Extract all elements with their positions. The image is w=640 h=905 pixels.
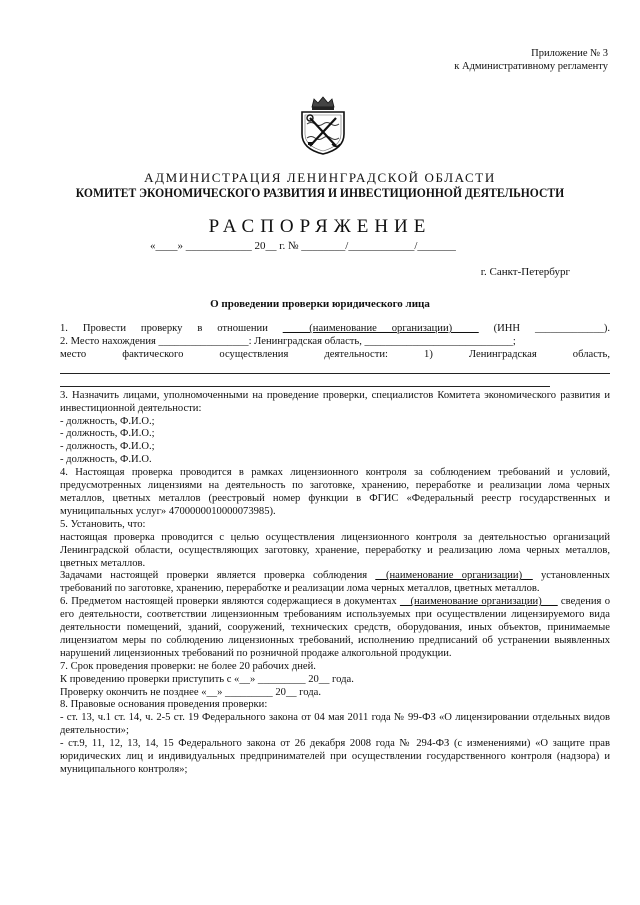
item-1: 1. Провести проверку в отношении _____(наименование организации)_____ (ИНН _____________). [60, 323, 610, 334]
administration-name: АДМИНИСТРАЦИЯ ЛЕНИНГРАДСКОЙ ОБЛАСТИ [144, 170, 496, 185]
item-8-law-294: - ст.9, 11, 12, 13, 14, 15 Федерального закона от 26 декабря 2008 года № 294-ФЗ (с изменениями) «О защите прав юридических лиц и индивидуальных предпринимателей при осуществлении государственного контроля (надзора) и муниципального контроля»; [60, 738, 610, 775]
order-date-number: «____» ____________ 20__ г. № ________/____________/_______ [150, 240, 456, 252]
item-7-start: К проведению проверки приступить с «__» _________ 20__ года. [60, 673, 354, 685]
organization-name-placeholder: _____(наименование организации)_____ [282, 323, 479, 334]
item-4: 4. Настоящая проверка проводится в рамках лицензионного контроля за соблюдением требований и условий, предусмотренных лицензиями на деятельность по заготовке, хранению, переработке и реализации лома черных металлов, цветных металлов (реестровый номер функции в ФГИС «Федеральный реестр государственных и муниципальных услуг» 4700000010000073985). [60, 467, 610, 517]
coat-of-arms-icon [296, 94, 350, 156]
item-2-activity-place: место фактического осуществления деятельности: 1) Ленинградская область, [60, 348, 610, 360]
inspector-3: - должность, Ф.И.О.; [60, 441, 155, 453]
order-subject: О проведении проверки юридического лица [210, 298, 430, 310]
item-8-law-99: - ст. 13, ч.1 ст. 14, ч. 2-5 ст. 19 Федерального закона от 04 мая 2011 года № 99-ФЗ «О лицензировании отдельных видов деятельности»; [60, 712, 610, 737]
organization-name-placeholder: __(наименование организации)___ [399, 596, 558, 608]
item-3: 3. Назначить лицами, уполномоченными на проведение проверки, специалистов Комитета экономического развития и инвестиционной деятельности: [60, 389, 610, 414]
item-7-end: Проверку окончить не позднее «__» _________ 20__ года. [60, 686, 321, 698]
blank-line [60, 375, 550, 387]
item-5-tasks: Задачами настоящей проверки является проверка соблюдения __(наименование организации)__ установленных требований по заготовке, хранению, переработке и реализации лома черных металлов, цветных металлов. [60, 570, 610, 595]
item-6: 6. Предметом настоящей проверки являются содержащиеся в документах __(наименование организации)___ сведения о его деятельности, соответствии лицензионным требованиям используемых при осуществлении лицензируемого вида деятельности помещений, зданий, сооружений, технических средств, оборудования, иных объектов, принимаемые лицензиатом меры по соблюдению лицензионных требований, исполнению предписаний об устранении выявленных нарушений лицензионных требований по розничной продаже алкогольной продукции. [60, 596, 610, 659]
organization-name-placeholder: __(наименование организации)__ [375, 570, 533, 582]
document-title: РАСПОРЯЖЕНИЕ [208, 216, 432, 237]
item-2: 2. Место нахождения _________________: Ленинградская область, ____________________________; [60, 335, 516, 347]
appendix-regulation: к Административному регламенту [454, 61, 608, 72]
item-5: 5. Установить, что: [60, 518, 146, 530]
item-7: 7. Срок проведения проверки: не более 20 рабочих дней. [60, 660, 316, 672]
city: г. Санкт-Петербург [480, 266, 570, 278]
committee-name: КОМИТЕТ ЭКОНОМИЧЕСКОГО РАЗВИТИЯ И ИНВЕСТИЦИОННОЙ ДЕЯТЕЛЬНОСТИ [75, 186, 565, 200]
item-8: 8. Правовые основания проведения проверки: [60, 699, 268, 711]
blank-line [60, 362, 610, 374]
document-body [60, 323, 610, 777]
appendix-label: Приложение № 3 [531, 48, 608, 59]
item-5-purpose: настоящая проверка проводится с целью осуществления лицензионного контроля за деятельностью организаций Ленинградской области, осуществляющих заготовку, хранение, переработку и реализацию лома черных металлов, цветных металлов. [60, 531, 610, 569]
inspector-1: - должность, Ф.И.О.; [60, 415, 155, 427]
inspector-2: - должность, Ф.И.О.; [60, 428, 155, 440]
inspector-4: - должность, Ф.И.О. [60, 454, 152, 466]
